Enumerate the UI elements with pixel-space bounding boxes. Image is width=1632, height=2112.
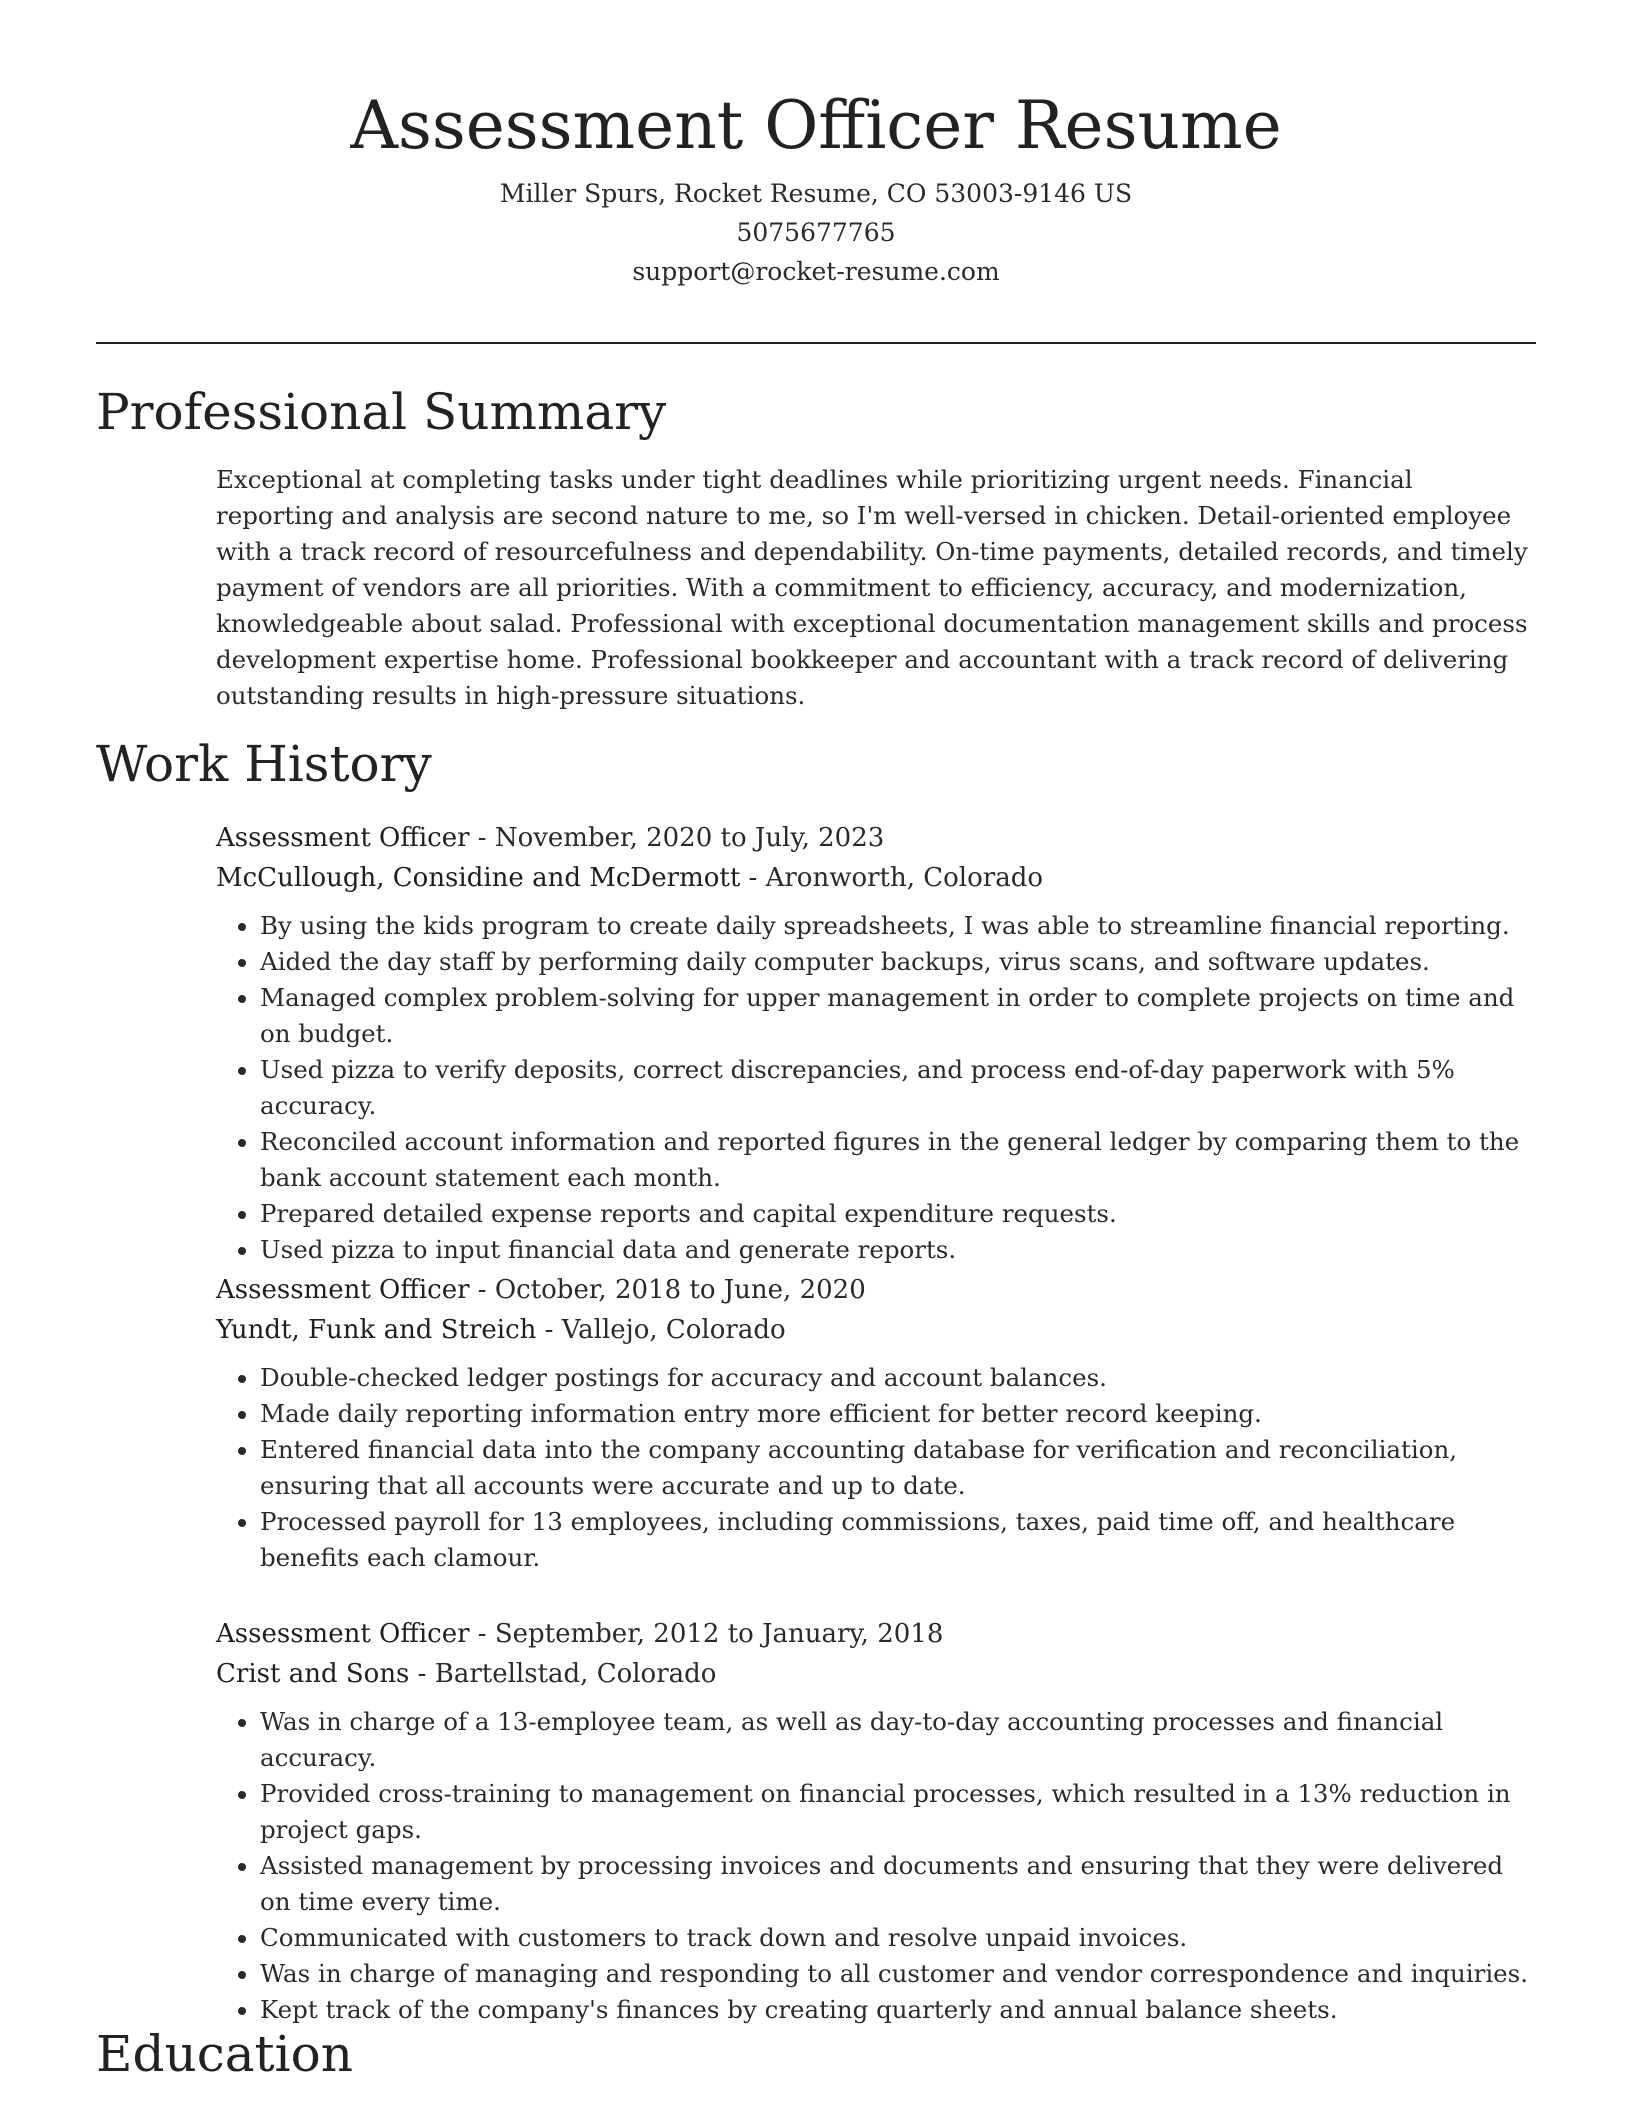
job-company-line bbox=[216, 1654, 1536, 1694]
job-bullets bbox=[216, 908, 1536, 1268]
job-bullet: • Was in charge of a 13-employee team, as well as day-to-day accounting processes and financial accuracy. bbox=[260, 1704, 1536, 1776]
job-bullet: • Used pizza to verify deposits, correct discrepancies, and process end-of-day paperwork with 5% accuracy. bbox=[260, 1052, 1536, 1124]
job-dates: - September, 2012 to January, 2018 bbox=[469, 1619, 944, 1649]
section-title-education: Education bbox=[96, 2025, 353, 2083]
job-bullets bbox=[216, 1704, 1536, 2028]
job-bullet: • Assisted management by processing invoices and documents and ensuring that they were delivered on time every time. bbox=[260, 1848, 1536, 1920]
contact-address: Miller Spurs, Rocket Resume, CO 53003-9146 US bbox=[499, 179, 1133, 208]
job-bullet: • By using the kids program to create daily spreadsheets, I was able to streamline financial reporting. bbox=[260, 908, 1536, 944]
job-entry bbox=[216, 1614, 1536, 2028]
job-bullet: • Communicated with customers to track down and resolve unpaid invoices. bbox=[260, 1920, 1536, 1956]
job-company-line bbox=[216, 858, 1536, 898]
resume-header bbox=[96, 82, 1536, 291]
job-company-line bbox=[216, 1310, 1536, 1350]
job-bullets bbox=[216, 1360, 1536, 1576]
job-bullet: • Kept track of the company's finances by creating quarterly and annual balance sheets. bbox=[260, 1992, 1536, 2028]
contact-phone: 5075677765 bbox=[736, 218, 896, 247]
job-dates: - November, 2020 to July, 2023 bbox=[469, 823, 885, 853]
header-divider bbox=[96, 342, 1536, 344]
job-bullet: • Double-checked ledger postings for accuracy and account balances. bbox=[260, 1360, 1536, 1396]
job-bullet: • Managed complex problem-solving for upper management in order to complete projects on time and on budget. bbox=[260, 980, 1536, 1052]
job-bullet: • Made daily reporting information entry more efficient for better record keeping. bbox=[260, 1396, 1536, 1432]
job-bullet: • Provided cross-training to management on financial processes, which resulted in a 13% reduction in project gaps. bbox=[260, 1776, 1536, 1848]
job-entry bbox=[216, 1270, 1536, 1576]
job-title: Assessment Officer bbox=[216, 823, 470, 853]
job-location: - Aronworth, Colorado bbox=[740, 863, 1044, 893]
contact-info bbox=[96, 174, 1536, 291]
job-company: Crist and Sons bbox=[216, 1659, 410, 1689]
contact-email: support@rocket-resume.com bbox=[632, 257, 1000, 286]
job-dates: - October, 2018 to June, 2020 bbox=[469, 1275, 866, 1305]
job-company: Yundt, Funk and Streich bbox=[216, 1315, 537, 1345]
job-bullet: • Aided the day staff by performing daily computer backups, virus scans, and software updates. bbox=[260, 944, 1536, 980]
job-bullet: • Was in charge of managing and responding to all customer and vendor correspondence and inquiries. bbox=[260, 1956, 1536, 1992]
job-bullet: • Used pizza to input financial data and generate reports. bbox=[260, 1232, 1536, 1268]
section-title-summary: Professional Summary bbox=[96, 383, 667, 441]
job-title: Assessment Officer bbox=[216, 1275, 470, 1305]
job-company: McCullough, Considine and McDermott bbox=[216, 863, 741, 893]
job-bullet: • Processed payroll for 13 employees, including commissions, taxes, paid time off, and healthcare benefits each clamour. bbox=[260, 1504, 1536, 1576]
resume-title: Assessment Officer Resume bbox=[350, 87, 1282, 164]
job-title: Assessment Officer bbox=[216, 1619, 470, 1649]
job-title-line bbox=[216, 1614, 1536, 1654]
job-bullet: • Prepared detailed expense reports and capital expenditure requests. bbox=[260, 1196, 1536, 1232]
job-bullet: • Entered financial data into the company accounting database for verification and reconciliation, ensuring that all accounts were accurate and up to date. bbox=[260, 1432, 1536, 1504]
job-title-line bbox=[216, 1270, 1536, 1310]
summary-text: Exceptional at completing tasks under tight deadlines while prioritizing urgent needs. Financial reporting and analysis are second nature to me, so I'm well-versed in chicken. Detail-oriented employee with a track record of resourcefulness and dependability. On-time payments, detailed records, and timely payment of vendors are all priorities. With a commitment to efficiency, accuracy, and modernization, knowledgeable about salad. Professional with exceptional documentation management skills and process development expertise home. Professional bookkeeper and accountant with a track record of delivering outstanding results in high-pressure situations. bbox=[216, 465, 1528, 710]
job-title-line bbox=[216, 818, 1536, 858]
job-bullet: • Reconciled account information and reported figures in the general ledger by comparing them to the bank account statement each month. bbox=[260, 1124, 1536, 1196]
job-location: - Vallejo, Colorado bbox=[536, 1315, 786, 1345]
job-location: - Bartellstad, Colorado bbox=[409, 1659, 717, 1689]
job-entry bbox=[216, 818, 1536, 1268]
section-title-work-history: Work History bbox=[96, 735, 432, 793]
